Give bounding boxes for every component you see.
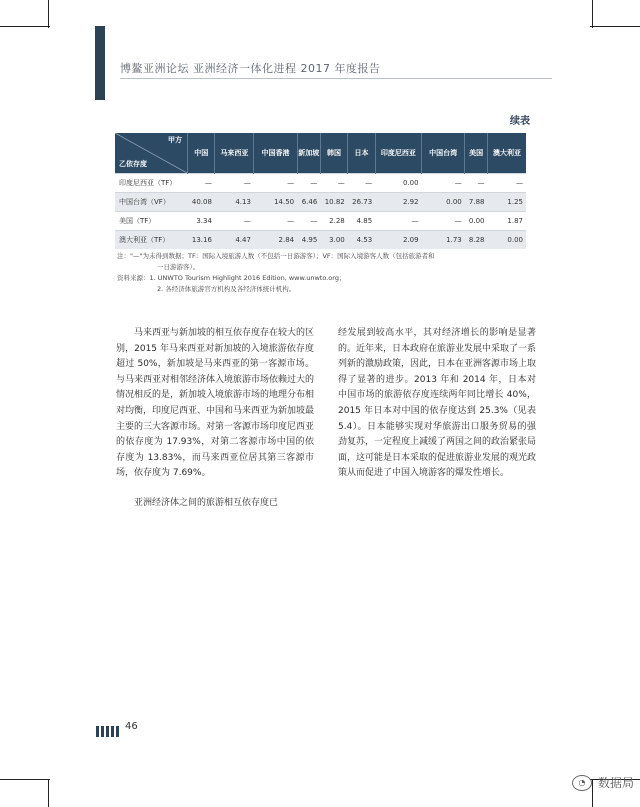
- table-cell: 4.53: [348, 231, 375, 250]
- table-cell: 1.87: [487, 212, 526, 231]
- body-left-column: [116, 326, 314, 526]
- table-cell: 26.73: [348, 193, 375, 212]
- body-paragraph: 经发展到较高水平，其对经济增长的影响是显著的。近年来，日本政府在旅游业发展中采取了一系列新的激励政策，因此，日本在亚洲客源市场上取得了显著的进步。2013 年和 2014 年，日本对中国市场的旅游依存度连续两年同比增长 40%，2015 年日本对中国的依存度达到 25.3%（见表 5.4）。日本能够实现对华旅游出口服务贸易的强劲复苏，一定程度上减缓了两国之间的政治紧张局面，这可能是日本采取的促进旅游业发展的观光政策从而促进了中国入境游客的爆发性增长。: [338, 328, 537, 479]
- table-cell: —: [254, 174, 297, 193]
- table-cell: 2.84: [254, 231, 297, 250]
- column-header: 日本: [348, 133, 375, 174]
- table-cell: —: [297, 174, 320, 193]
- table-cell: 13.16: [188, 231, 215, 250]
- table-cell: 0.00: [375, 174, 421, 193]
- corner-bottom-label: 乙依存度: [119, 160, 147, 168]
- corner-top-label: 甲方: [168, 136, 182, 144]
- table-cell: 2.09: [375, 231, 421, 250]
- header-divider: [120, 78, 552, 79]
- table-cell: —: [465, 174, 488, 193]
- table-cell: 4.13: [215, 193, 254, 212]
- table-cell: 0.00: [487, 231, 526, 250]
- table-cell: —: [422, 212, 465, 231]
- header-accent-bar: [95, 26, 105, 100]
- table-cell: 1.25: [487, 193, 526, 212]
- footer-bars: [96, 722, 121, 741]
- table-cell: —: [487, 174, 526, 193]
- row-label: 印度尼西亚（TF）: [115, 174, 188, 193]
- crop-mark: [0, 26, 50, 27]
- body-right-column: [338, 326, 536, 496]
- crop-mark: [590, 26, 640, 27]
- table-cell: 3.00: [320, 231, 347, 250]
- table-notes: [117, 251, 537, 295]
- source-line: 2. 各经济体旅游官方机构及各经济体统计机构。: [157, 285, 296, 293]
- table-cell: —: [348, 174, 375, 193]
- column-header: 马来西亚: [215, 133, 254, 174]
- table-row: [115, 212, 526, 231]
- logo-text: 数据局: [597, 776, 634, 790]
- table-cell: 4.95: [297, 231, 320, 250]
- column-header: 美国: [465, 133, 488, 174]
- dependency-table: [115, 133, 526, 249]
- table-cell: 6.46: [297, 193, 320, 212]
- table-cell: 1.73: [422, 231, 465, 250]
- table-cell: —: [320, 174, 347, 193]
- table-cell: —: [188, 174, 215, 193]
- table-cell: 2.28: [320, 212, 347, 231]
- table-corner-cell: [115, 133, 188, 174]
- table-cell: 14.50: [254, 193, 297, 212]
- table-cell: 10.82: [320, 193, 347, 212]
- body-paragraph: 马来西亚与新加坡的相互依存度存在较大的区别，2015 年马来西亚对新加坡的入境旅游依存度超过 50%，新加坡是马来西亚的第一客源市场。与马来西亚对相邻经济体入境旅游市场依赖过大的情况相反的是，新加坡入境旅游市场的地理分布相对均衡，印度尼西亚、中国和马来西亚为新加坡最主要的三大客源市场。对第一客源市场印度尼西亚的依存度为 17.93%，对第二客源市场中国的依存度为 13.83%，而马来西亚位居其第三客源市场，依存度为 7.69%。: [116, 328, 315, 479]
- column-header: 印度尼西亚: [375, 133, 421, 174]
- table-cell: 2.92: [375, 193, 421, 212]
- table-cell: 4.85: [348, 212, 375, 231]
- wechat-icon: ◔: [572, 775, 592, 791]
- column-header: 澳大利亚: [487, 133, 526, 174]
- table-cell: 8.28: [465, 231, 488, 250]
- row-label: 澳大利亚（TF）: [115, 231, 188, 250]
- note-line: 注："—"为未得到数据；TF：国际入境旅游人数（不包括一日游游客）；VF：国际入境游客人数（包括旅游者和: [117, 252, 435, 260]
- table-row: [115, 231, 526, 250]
- table-continued-label: 续表: [510, 116, 530, 127]
- crop-mark: [48, 0, 49, 28]
- crop-mark: [48, 779, 49, 807]
- column-header: 中国: [188, 133, 215, 174]
- table-row: [115, 174, 526, 193]
- table-cell: —: [254, 212, 297, 231]
- running-header: 博鳌亚洲论坛 亚洲经济一体化进程 2017 年度报告: [120, 62, 381, 75]
- crop-mark: [592, 0, 593, 28]
- table-header-row: [115, 133, 526, 174]
- table-cell: —: [215, 212, 254, 231]
- table-cell: —: [215, 174, 254, 193]
- row-label: 中国台湾（VF）: [115, 193, 188, 212]
- table-cell: —: [375, 212, 421, 231]
- table-cell: 4.47: [215, 231, 254, 250]
- column-header: 韩国: [320, 133, 347, 174]
- table-cell: 7.88: [465, 193, 488, 212]
- watermark-logo: [572, 774, 634, 791]
- note-line: 一日游游客）。: [157, 263, 200, 271]
- row-label: 美国（TF）: [115, 212, 188, 231]
- table-cell: 0.00: [422, 193, 465, 212]
- page-number: 46: [125, 721, 138, 732]
- column-header: 中国台湾: [422, 133, 465, 174]
- crop-mark: [0, 779, 50, 780]
- table-cell: —: [422, 174, 465, 193]
- table-row: [115, 193, 526, 212]
- column-header: 新加坡: [297, 133, 320, 174]
- source-line: 资料来源：1. UNWTO Tourism Highlight 2016 Edition, www.unwto.org；: [117, 274, 346, 282]
- table-cell: 40.08: [188, 193, 215, 212]
- table-cell: —: [297, 212, 320, 231]
- table-cell: 3.34: [188, 212, 215, 231]
- table-cell: 0.00: [465, 212, 488, 231]
- body-paragraph: 亚洲经济体之间的旅游相互依存度已: [134, 497, 279, 508]
- column-header: 中国香港: [254, 133, 297, 174]
